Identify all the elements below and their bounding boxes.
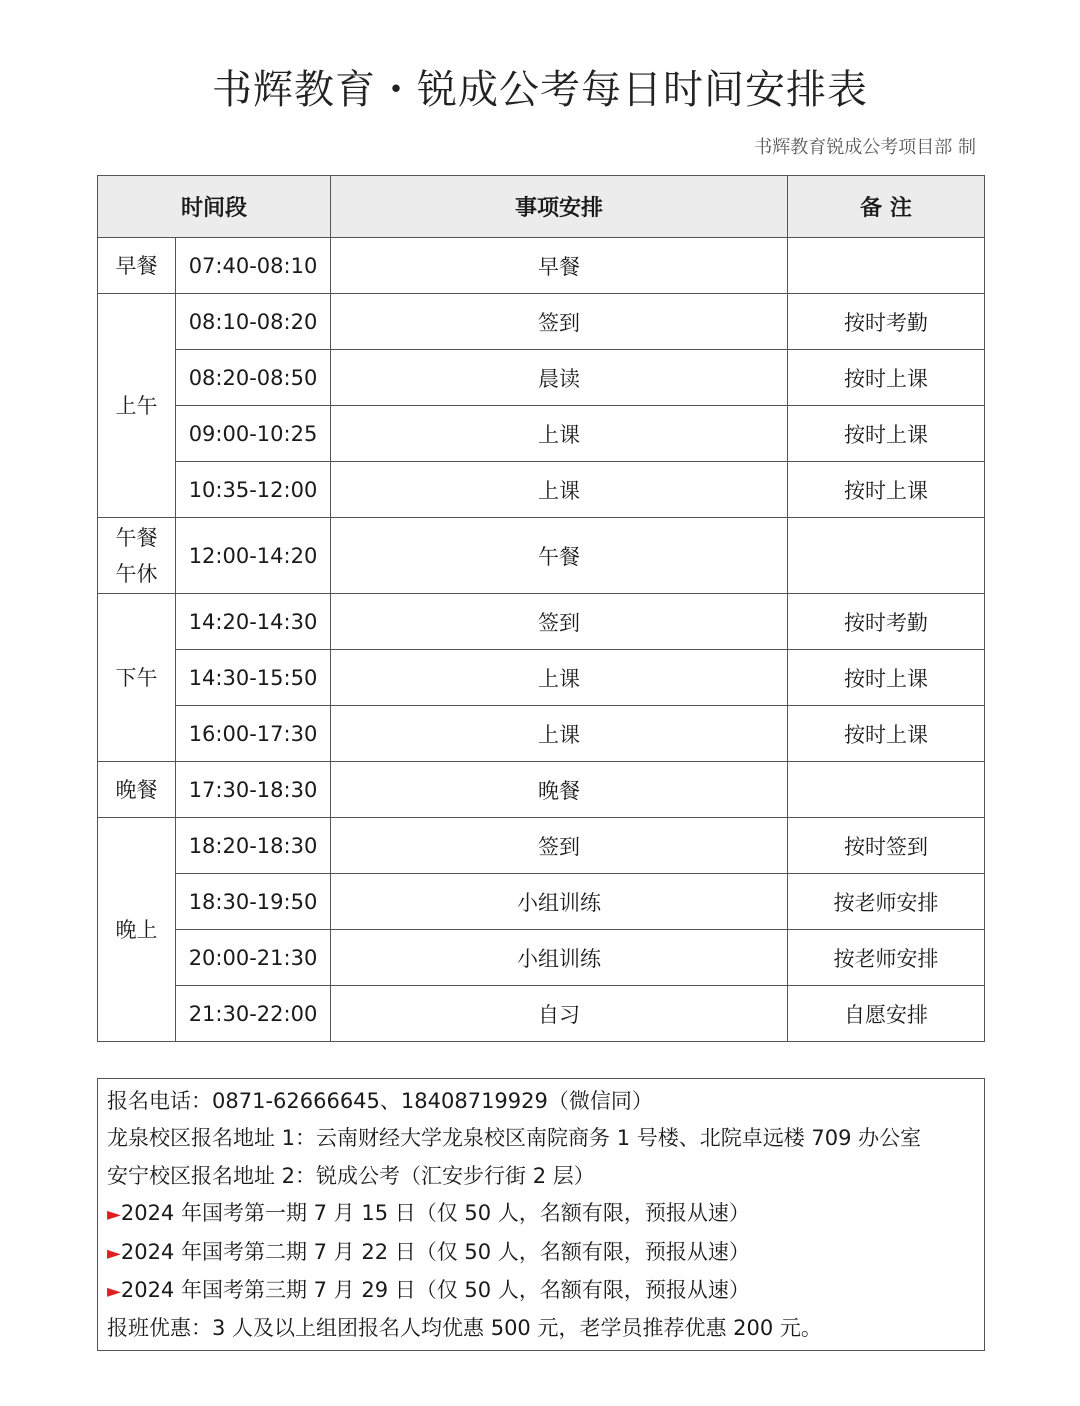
time-cell: 21:30-22:00	[176, 986, 331, 1042]
time-cell: 20:00-21:30	[176, 930, 331, 986]
period-cell: 晚上	[98, 818, 176, 1042]
activity-cell: 晨读	[331, 350, 788, 406]
table-row	[98, 818, 985, 874]
table-row	[98, 650, 985, 706]
period-line: 午餐	[115, 525, 158, 550]
time-cell: 08:10-08:20	[176, 294, 331, 350]
activity-cell: 晚餐	[331, 762, 788, 818]
time-cell: 08:20-08:50	[176, 350, 331, 406]
producer-credit: 书辉教育锐成公考项目部 制	[754, 137, 976, 158]
table-row	[98, 462, 985, 518]
note-cell: 按老师安排	[788, 930, 985, 986]
time-cell: 12:00-14:20	[176, 518, 331, 594]
note-cell: 按时考勤	[788, 294, 985, 350]
table-row	[98, 238, 985, 294]
activity-cell: 上课	[331, 650, 788, 706]
note-cell: 按时上课	[788, 350, 985, 406]
period-cell: 下午	[98, 594, 176, 762]
period-cell: 晚餐	[98, 762, 176, 818]
activity-cell: 午餐	[331, 518, 788, 594]
session-line	[107, 1195, 976, 1233]
note-cell: 按时上课	[788, 650, 985, 706]
note-cell: 按时签到	[788, 818, 985, 874]
period-line: 午休	[115, 561, 158, 586]
address-line-1: 龙泉校区报名地址 1：云南财经大学龙泉校区南院商务 1 号楼、北院卓远楼 709 办公室	[107, 1126, 922, 1151]
table-row	[98, 874, 985, 930]
activity-cell: 上课	[331, 462, 788, 518]
time-cell: 14:30-15:50	[176, 650, 331, 706]
session-text: 2024 年国考第三期 7 月 29 日（仅 50 人，名额有限，预报从速）	[120, 1278, 750, 1303]
time-cell: 09:00-10:25	[176, 406, 331, 462]
address-line-2: 安宁校区报名地址 2：锐成公考（汇安步行街 2 层）	[107, 1163, 595, 1188]
note-cell: 按时上课	[788, 406, 985, 462]
activity-cell: 上课	[331, 406, 788, 462]
note-cell	[788, 762, 985, 818]
header-note: 备 注	[788, 176, 985, 238]
time-cell: 07:40-08:10	[176, 238, 331, 294]
triangle-arrow-icon: ►	[107, 1242, 121, 1264]
time-cell: 18:20-18:30	[176, 818, 331, 874]
time-cell: 17:30-18:30	[176, 762, 331, 818]
period-cell: 上午	[98, 294, 176, 518]
note-cell	[788, 238, 985, 294]
activity-cell: 签到	[331, 294, 788, 350]
activity-cell: 签到	[331, 818, 788, 874]
session-text: 2024 年国考第一期 7 月 15 日（仅 50 人，名额有限，预报从速）	[120, 1201, 750, 1226]
note-cell: 按老师安排	[788, 874, 985, 930]
table-row	[98, 350, 985, 406]
note-cell: 自愿安排	[788, 986, 985, 1042]
activity-cell: 小组训练	[331, 930, 788, 986]
session-line	[107, 1234, 976, 1272]
time-cell: 18:30-19:50	[176, 874, 331, 930]
session-line	[107, 1272, 976, 1310]
table-header-row	[98, 176, 985, 238]
phone-line: 报名电话：0871-62666645、18408719929（微信同）	[107, 1089, 653, 1113]
table-row	[98, 762, 985, 818]
header-activity: 事项安排	[331, 176, 788, 238]
triangle-arrow-icon: ►	[107, 1204, 121, 1226]
enrollment-info-box	[97, 1078, 985, 1351]
table-row	[98, 518, 985, 594]
activity-cell: 小组训练	[331, 874, 788, 930]
table-row	[98, 930, 985, 986]
time-cell: 10:35-12:00	[176, 462, 331, 518]
activity-cell: 自习	[331, 986, 788, 1042]
page-title: 书辉教育・锐成公考每日时间安排表	[212, 67, 868, 113]
activity-cell: 上课	[331, 706, 788, 762]
activity-cell: 签到	[331, 594, 788, 650]
table-row	[98, 594, 985, 650]
time-cell: 14:20-14:30	[176, 594, 331, 650]
time-cell: 16:00-17:30	[176, 706, 331, 762]
activity-cell: 早餐	[331, 238, 788, 294]
table-row	[98, 406, 985, 462]
table-row	[98, 706, 985, 762]
note-cell: 按时上课	[788, 706, 985, 762]
session-text: 2024 年国考第二期 7 月 22 日（仅 50 人，名额有限，预报从速）	[120, 1239, 750, 1264]
period-cell	[98, 518, 176, 594]
discount-line: 报班优惠：3 人及以上组团报名人均优惠 500 元，老学员推荐优惠 200 元。	[107, 1316, 822, 1341]
table-row	[98, 294, 985, 350]
note-cell: 按时考勤	[788, 594, 985, 650]
header-time: 时间段	[98, 176, 331, 238]
triangle-arrow-icon: ►	[107, 1281, 121, 1303]
schedule-table	[97, 175, 985, 1042]
table-row	[98, 986, 985, 1042]
period-cell: 早餐	[98, 238, 176, 294]
note-cell	[788, 518, 985, 594]
note-cell: 按时上课	[788, 462, 985, 518]
